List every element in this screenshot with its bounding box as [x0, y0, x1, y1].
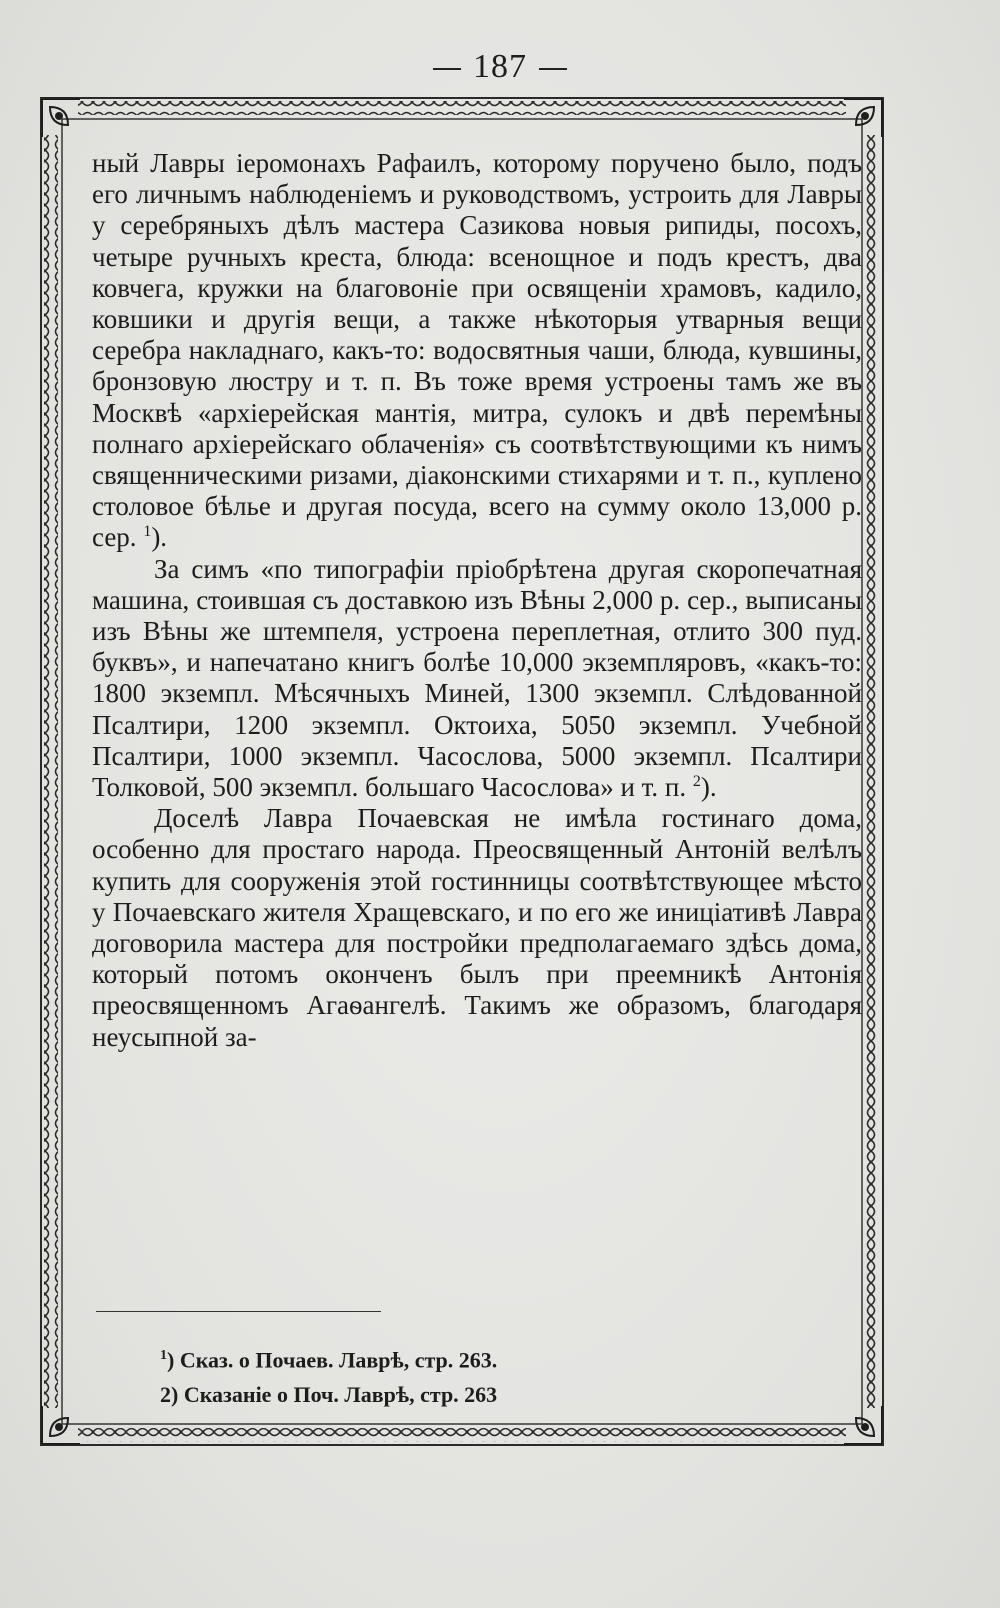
footnote-1	[160, 1338, 497, 1377]
footnote-2-text: ) Сказаніе о Поч. Лаврѣ, стр. 263	[171, 1382, 498, 1408]
footnote-ref-2: 2	[692, 773, 701, 791]
footnote-1-text: ) Сказ. о Почаев. Лаврѣ, стр. 263.	[167, 1347, 498, 1373]
footnote-2	[160, 1377, 497, 1412]
left-dash	[433, 68, 461, 70]
page-number-header	[0, 48, 1000, 86]
right-dash	[539, 68, 567, 70]
paragraph-2-text: За симъ «по типографіи пріобрѣтена другая скоропечатная машина, стоившая съ доставкою изъ Вѣны 2,000 р. сер., выписаны изъ Вѣны же штемпеля, устроена переплетная, отлито 300 пуд. буквъ», и напечатано книгъ болѣе 10,000 экземпляровъ, «какъ-то: 1800 экземпл. Мѣсячныхъ Миней, 1300 экземпл. Слѣдованной Псалтири, 1200 экземпл. Октоиха, 5050 экземпл. Учебной Псалтири, 1000 экземпл. Часослова, 5000 экземпл. Псалтири Толковой, 500 экземпл. большаго Часослова» и т. п.	[92, 553, 862, 803]
main-text	[92, 148, 862, 1053]
paragraph-1-text: ный Лавры іеромонахъ Рафаилъ, которому поручено было, подъ его личнымъ наблюденіемъ и руководствомъ, устроить для Лавры у серебряныхъ дѣлъ мастера Сазикова новыя рипиды, посохъ, четыре ручныхъ креста, блюда: всенощное и подъ крестъ, два ковчега, кружки на благовоніе при освященіи храмовъ, кадило, ковшики и другія вещи, а также нѣкоторыя утварныя вещи серебра накладнаго, какъ-то: водосвятныя чаши, блюда, кувшины, бронзовую люстру и т. п. Въ тоже время устроены тамъ же въ Москвѣ «архіерейская мантія, митра, сулокъ и двѣ перемѣны полнаго архіерейскаго облаченія» съ соотвѣтствующими къ нимъ священническими ризами, діаконскими стихарями и т. п., куплено столовое бѣлье и другая посуда, всего на сумму около 13,000 р. сер.	[92, 148, 862, 553]
paragraph-3-text: Доселѣ Лавра Почаевская не имѣла гостинаго дома, особенно для простаго народа. Преосвященный Антоній велѣлъ купить для сооруженія этой гостинницы соотвѣтствующее мѣсто у Почаевскаго жителя Хращевскаго, и по его же иниціативѣ Лавра договорила мастера для постройки предполагаемаго здѣсь дома, который потомъ оконченъ былъ при преемникѣ Антонія преосвященномъ Агаѳангелѣ. Такимъ же образомъ, благодаря неусыпной за-	[92, 803, 862, 1052]
footnote-1-mark: 1	[160, 1348, 167, 1363]
paragraph-1	[92, 148, 862, 554]
footnote-2-mark: 2	[160, 1382, 171, 1408]
footnote-rule	[96, 1311, 381, 1312]
footnote-ref-2-tail: ).	[700, 772, 717, 803]
footnote-ref-1-tail: ).	[151, 522, 168, 553]
footnotes	[160, 1338, 497, 1412]
paragraph-3	[92, 803, 862, 1053]
footnote-ref-1: 1	[143, 523, 152, 541]
paragraph-2	[92, 554, 862, 804]
page-number: 187	[473, 48, 527, 85]
